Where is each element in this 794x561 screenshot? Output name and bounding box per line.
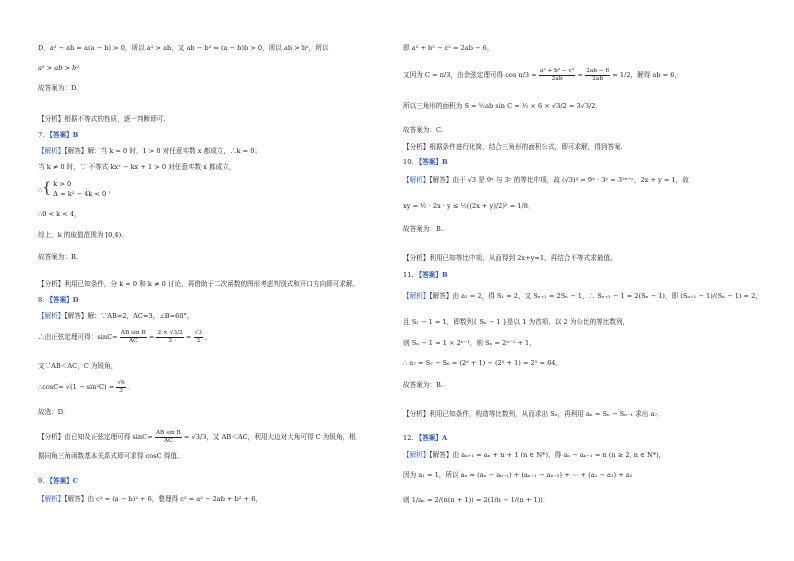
text-line: a² > ab > b²: [38, 64, 80, 72]
text: 【解答】由 aₙ₊₁ = aₙ + n + 1 (n ∈ N*)，得 aₙ − aₙ₋₁ = n (n ≥ 2, n ∈ N*)，: [429, 451, 666, 459]
answer-label: 【答案】A: [415, 434, 448, 442]
numerator: 2 × √3/2: [157, 330, 183, 336]
numerator: AB sin B: [120, 330, 146, 336]
analysis-tag: 【解析】: [38, 312, 65, 320]
formula-line: [38, 380, 134, 394]
question-12-header: [403, 434, 447, 442]
solution-line: [403, 292, 762, 300]
analysis-note: 【分析】根据不等式的性质，逐一判断即可.: [38, 115, 166, 123]
text-line: 所以三角形的面积为 S = ½ab sin C = ½ × 6 × √3/2 = 3√3/2．: [403, 102, 603, 110]
text: = √3/3，又 AB＜AC，利用大边对大角可得 C 为锐角，根: [183, 433, 356, 442]
text: 【分析】由已知及正弦定理可得 sinC=: [38, 433, 153, 442]
text: =: [577, 71, 583, 80]
text-line: 故选：D.: [38, 408, 65, 416]
analysis-tag: 【解析】: [403, 292, 430, 300]
denominator: 2ab: [592, 75, 604, 82]
denominator: AC: [128, 337, 138, 344]
analysis-note: 【分析】根据条件进行化简，结合三角形的面积公式，即可求解，得到答案.: [403, 143, 623, 151]
fraction: [156, 330, 183, 344]
question-10-header: [403, 158, 448, 166]
solution-line: [38, 312, 193, 320]
punctuation: ，: [108, 186, 115, 194]
solution-line: [38, 147, 261, 155]
text: 又因为 C = π/3，由余弦定理可得 cos π/3 =: [403, 71, 537, 80]
text-line: 综上，k 的取值范围为 [0,4).: [38, 231, 124, 239]
text-line: ∴0 < k < 4，: [38, 210, 81, 218]
question-9-header: [38, 477, 78, 485]
text: ∴cosC= √(1 − sin²C) =: [38, 383, 115, 392]
denominator: 2ab: [551, 75, 563, 82]
text: 【解答】由于 √3 是 9ˣ 与 3ʸ 的等比中项，故 (√3)² = 9ˣ · 3ʸ = 3²ˣ⁺ʸ，2x + y = 1，故: [429, 176, 689, 184]
solution-line: [403, 451, 665, 459]
answer-label: 【答案】B: [46, 131, 79, 139]
fraction: [120, 330, 147, 344]
answer-label: 【答案】B: [415, 271, 448, 279]
analysis-tag: 【解析】: [403, 176, 430, 184]
question-7-header: [38, 131, 78, 139]
fraction: [116, 380, 125, 394]
question-number: 7.: [38, 131, 45, 139]
analysis-tag: 【解析】: [38, 147, 65, 155]
text: ∴由正弦定理可得：sinC=: [38, 333, 118, 342]
numerator: √3: [194, 330, 202, 336]
fraction: [194, 330, 203, 344]
analysis-note: 据同角三角函数基本关系式即可求得 cosC 得值.: [38, 452, 180, 460]
numerator: √6: [117, 380, 125, 386]
text-line: 故答案为：C.: [403, 126, 443, 134]
solution-line: [38, 495, 262, 503]
denominator: 3: [119, 387, 123, 394]
text-line: 故答案为：B.: [403, 381, 443, 389]
denominator: AC: [164, 437, 173, 444]
text: = 1/2，解得 ab = 6，: [612, 71, 682, 80]
answer-label: 【答案】D: [46, 296, 79, 304]
numerator: 2ab − 6: [586, 68, 610, 74]
text-line: 当 k ≠ 0 时，∵ 不等式 kx² − kx + 1 > 0 对任意实数 x 都成立，: [38, 163, 236, 171]
text-line: 则 1/aₙ = 2/(n(n + 1)) = 2(1/n − 1/(n + 1))．: [403, 496, 550, 504]
text-line: 故答案为：D.: [38, 84, 79, 92]
analysis-tag: 【解析】: [403, 451, 430, 459]
system-line: Δ = k² − 4k < 0: [53, 190, 107, 198]
numerator: a² + b² − c²: [539, 68, 575, 74]
question-8-header: [38, 296, 79, 304]
analysis-note: 【分析】利用已知条件，构造等比数列，从而求出 Sₙ，再利用 aₙ = Sₙ − Sₙ₋₁ 求出 a₇．: [403, 410, 664, 418]
solution-line: [403, 176, 689, 184]
text: 【解答】由 a₁ = 2，得 S₁ = 2，又 Sₙ₊₁ = 2Sₙ − 1，∴ Sₙ₊₁ − 1 = 2(Sₙ − 1)，即 (Sₙ₊₁ − 1)/(Sₙ − 1) = 2，: [429, 292, 762, 300]
text: =: [148, 333, 155, 342]
text-line: ∴ a₇ = S₇ − S₆ = (2⁶ + 1) − (2⁵ + 1) = 2⁵ = 64．: [403, 359, 563, 367]
text: 【解答】由 c² = (a − b)² + 6，整理得 c² = a² − 2ab + b² + 6，: [64, 495, 263, 503]
analysis-note: 【分析】利用已知等比中项，从而得到 2x+y=1，再结合不等式求最值。: [403, 254, 617, 262]
analysis-note: 【分析】利用已知条件，分 k = 0 和 k ≠ 0 讨论，再借助于二次函数的图形考虑判别式和开口方向即可求解。: [38, 280, 360, 288]
question-number: 9.: [38, 477, 45, 485]
analysis-note: [38, 430, 356, 444]
formula-line: [403, 68, 681, 82]
answer-label: 【答案】B: [415, 158, 448, 166]
denominator: 3: [168, 337, 172, 344]
text-line: 且 S₁ − 1 = 1，即数列{ Sₙ − 1 }是以 1 为首项，以 2 为公比的等比数列,: [403, 318, 625, 326]
question-number: 8.: [38, 296, 45, 304]
text: ．: [127, 383, 135, 392]
analysis-tag: 【解析】: [38, 495, 65, 503]
question-number: 10.: [403, 158, 414, 166]
text: ，: [205, 333, 212, 342]
brace-icon: {: [42, 180, 52, 196]
numerator: AB sin B: [155, 430, 181, 436]
text-line: 即 a² + b² − c² = 2ab − 6，: [403, 44, 494, 52]
therefore-brace: ∴: [38, 186, 43, 194]
system-line: k > 0: [53, 180, 72, 189]
question-11-header: [403, 271, 448, 279]
text-line: xy = ½ · 2x · y ≤ ½((2x + y)/2)² = 1/8．: [403, 202, 535, 210]
text-line: D．a² − ab = a(a − b) > 0，所以 a² > ab，又 ab − b² = (a − b)b > 0，所以 ab > b²，所以: [38, 44, 329, 52]
question-number: 11.: [403, 271, 414, 279]
question-number: 12.: [403, 434, 414, 442]
text-line: 因为 a₁ = 1，所以 aₙ = (aₙ − aₙ₋₁) + (aₙ₋₁ − aₙ₋₂) + ⋯ + (a₂ − a₁) + a₁: [403, 471, 633, 479]
text-line: 故答案为：B.: [38, 253, 78, 261]
text: =: [185, 333, 192, 342]
text-line: 则 Sₙ − 1 = 1 × 2ⁿ⁻¹，则 Sₙ = 2ⁿ⁻¹ + 1，: [403, 339, 536, 347]
answer-label: 【答案】C: [46, 477, 79, 485]
text-line: 又∵AB＜AC，C 为锐角，: [38, 362, 118, 370]
text: 【解答】解：当 k = 0 时，1 > 0 对任意实数 x 都成立，∴k = 0；: [64, 147, 262, 155]
fraction: [539, 68, 575, 82]
denominator: 3: [196, 337, 201, 344]
fraction: [155, 430, 182, 444]
fraction: [585, 68, 610, 82]
inequality-system: [38, 180, 115, 200]
formula-line: [38, 330, 212, 344]
text-line: 故答案为：B.: [403, 225, 443, 233]
text: 【解答】解：∵AB=2，AC=3，∠B=60°，: [64, 312, 194, 320]
